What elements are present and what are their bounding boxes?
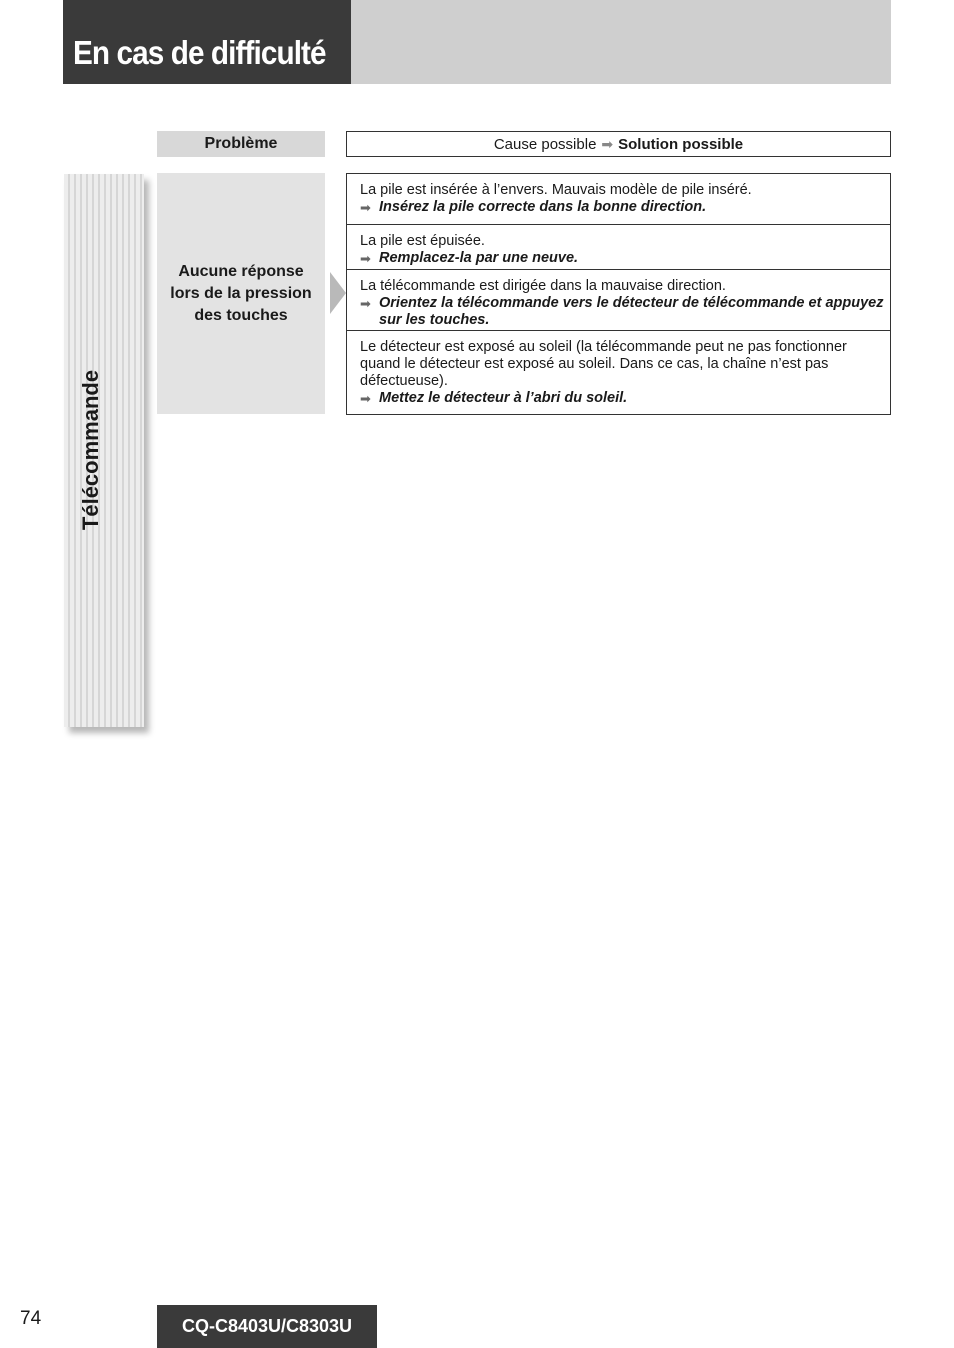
page-title-bar <box>63 0 351 84</box>
arrow-right-icon: ➡ <box>360 251 371 266</box>
cause-text: La pile est insérée à l’envers. Mauvais modèle de pile inséré. <box>360 182 752 198</box>
solution-text: Mettez le détecteur à l’abri du soleil. <box>379 390 628 406</box>
problem-cell <box>157 173 325 414</box>
cause-header-label: Cause possible <box>493 135 597 153</box>
arrow-right-icon: ➡ <box>360 391 371 406</box>
solution-text: Insérez la pile correcte dans la bonne direction. <box>379 199 707 215</box>
cause-text: La télécommande est dirigée dans la mauvaise direction. <box>360 278 726 294</box>
problem-text: Aucune réponse lors de la pression des touches <box>170 262 312 324</box>
solution-row <box>347 331 890 415</box>
solution-row <box>347 225 890 270</box>
arrow-right-icon: ➡ <box>360 200 371 215</box>
title-bar-fill <box>351 0 891 84</box>
arrow-right-icon: ➡ <box>601 135 614 152</box>
cause-text: La pile est épuisée. <box>360 233 485 249</box>
solution-row <box>347 174 890 225</box>
cause-text: Le détecteur est exposé au soleil (la télécommande peut ne pas fonctionner quand le détecteur est exposé au soleil. Dans ce cas, la chaîne n’est pas défectueuse). <box>360 339 847 389</box>
section-side-tab <box>64 174 144 727</box>
solution-text: Orientez la télécommande vers le détecteur de télécommande et appuyez sur les touches. <box>379 295 884 328</box>
problem-column-header: Problème <box>157 131 325 157</box>
section-label: Télécommande <box>78 369 103 531</box>
solution-row <box>347 270 890 331</box>
model-number-badge: CQ-C8403U/C8303U <box>157 1305 377 1348</box>
cause-solution-column-header <box>346 131 891 157</box>
pointer-arrow-icon <box>330 272 346 314</box>
page-title: En cas de difficulté <box>73 34 326 71</box>
solutions-list <box>346 173 891 415</box>
solution-text: Remplacez-la par une neuve. <box>379 250 579 266</box>
solution-header-label: Solution possible <box>618 135 744 153</box>
page-number: 74 <box>20 1308 42 1329</box>
arrow-right-icon: ➡ <box>360 296 371 311</box>
